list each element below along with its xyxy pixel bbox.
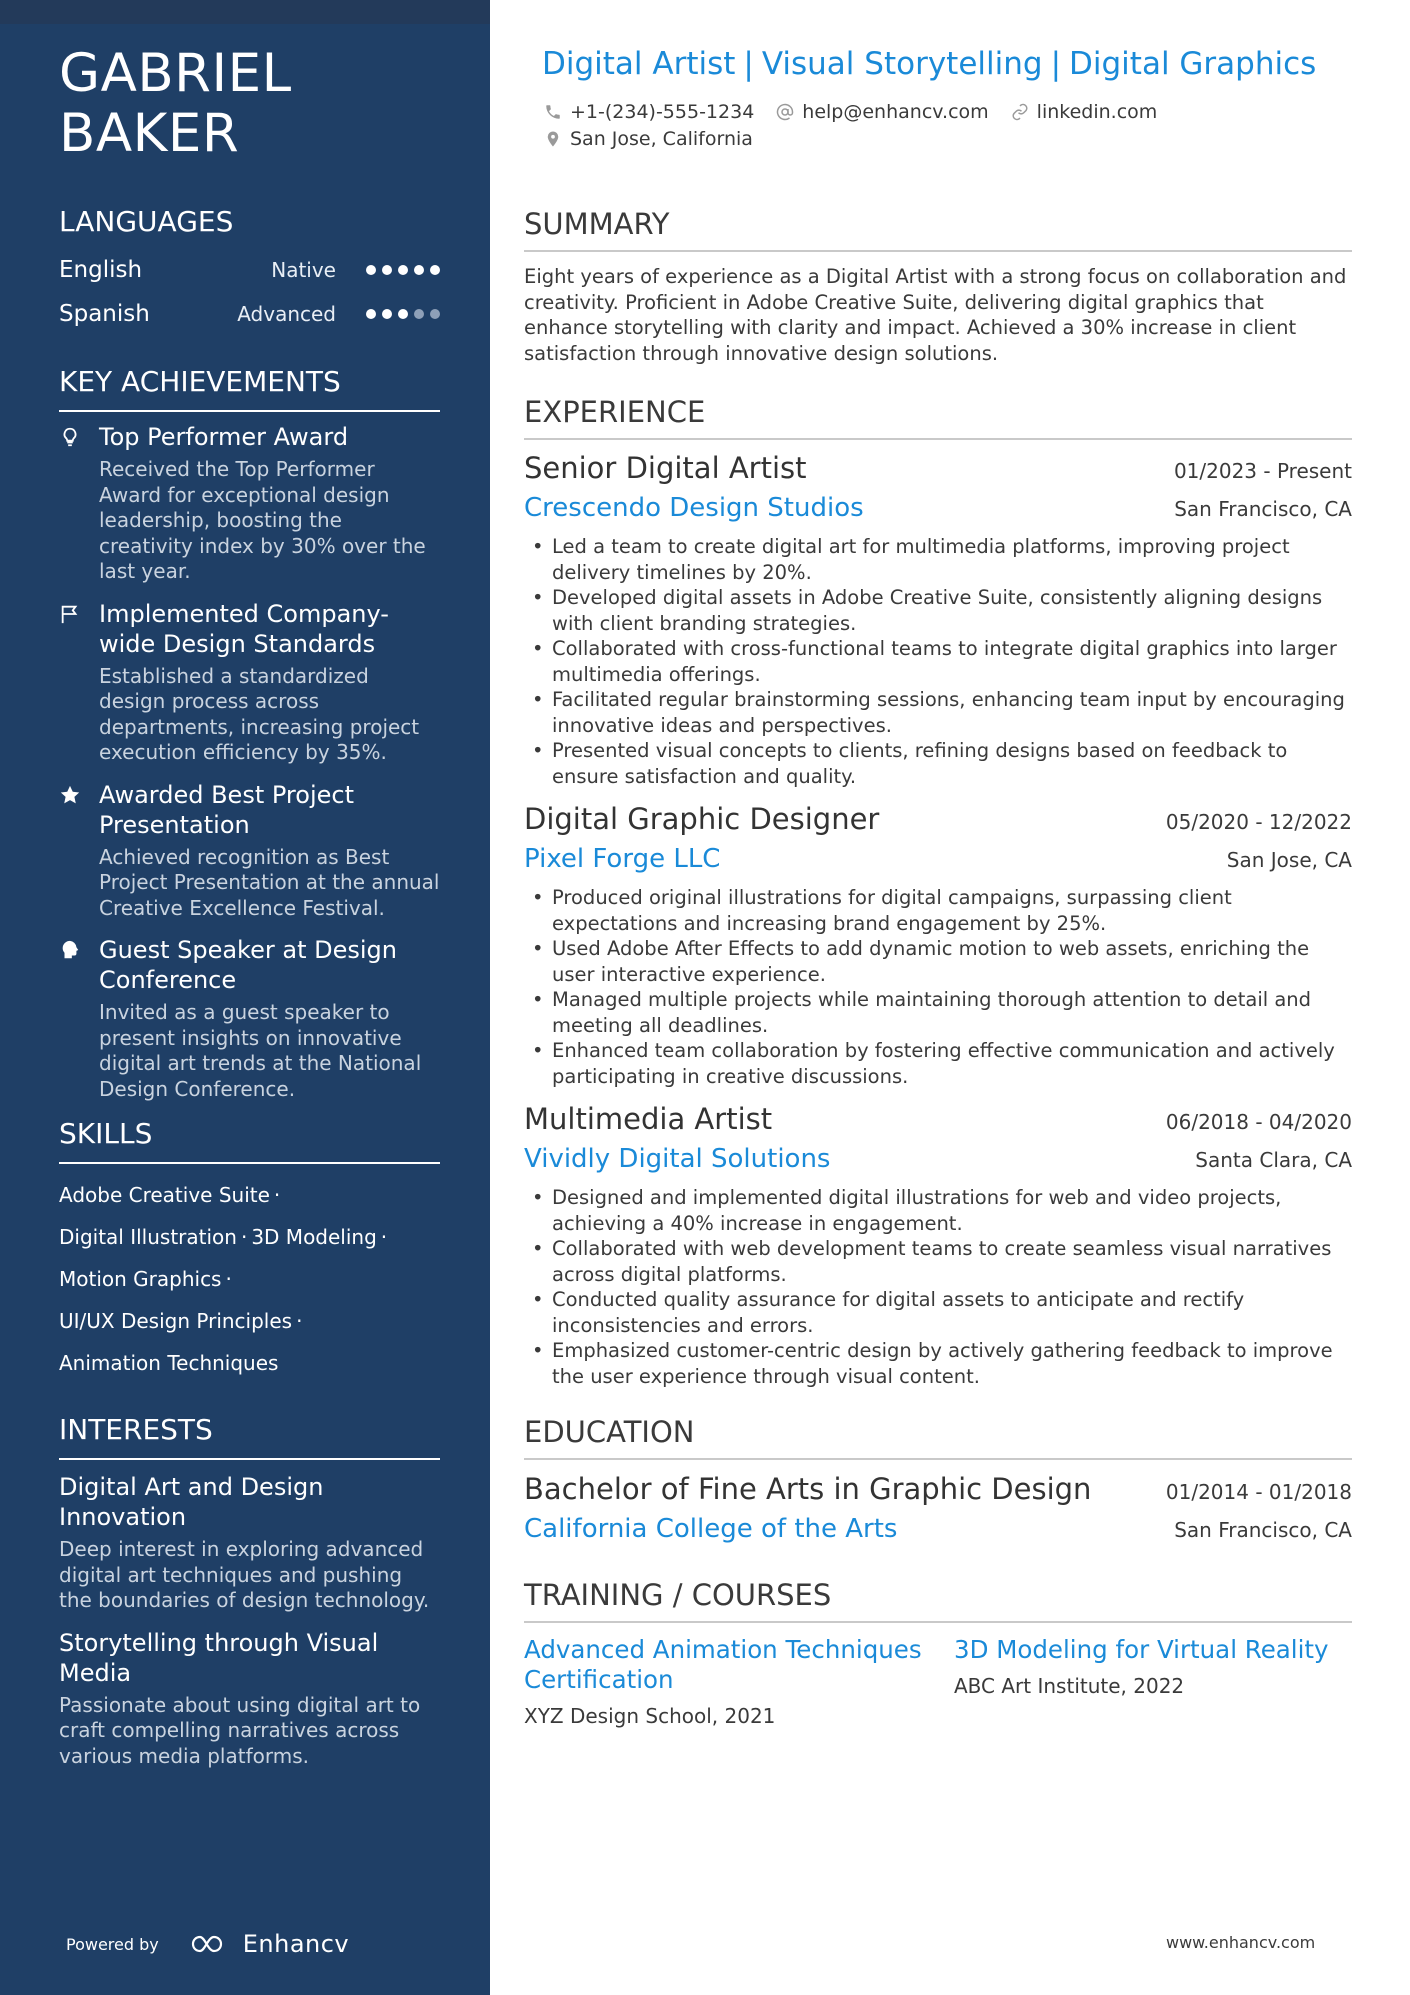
dot-filled — [430, 265, 440, 275]
dot-filled — [398, 309, 408, 319]
job-bullet: • Facilitated regular brainstorming sessions, enhancing team input by encouraging innovative ideas and perspectives. — [524, 687, 1352, 738]
skill-item: Animation Techniques — [59, 1351, 279, 1375]
skills-title: SKILLS — [59, 1116, 440, 1164]
link-icon — [1011, 103, 1029, 121]
skills-section — [59, 1116, 440, 1384]
job-location: San Francisco, CA — [1174, 497, 1352, 521]
phone-icon — [544, 103, 562, 121]
job-bullet: • Enhanced team collaboration by fostering effective communication and actively participating in creative discussions. — [524, 1038, 1352, 1089]
course-provider: XYZ Design School, 2021 — [524, 1704, 776, 1728]
achievement-title: Guest Speaker at Design Conference — [99, 936, 397, 994]
contact-row — [544, 101, 1179, 123]
job-company: Pixel Forge LLC — [524, 844, 721, 874]
job-location: San Jose, CA — [1226, 848, 1352, 872]
infinity-icon — [189, 1933, 233, 1955]
education-title: EDUCATION — [524, 1414, 1352, 1460]
dot-filled — [414, 265, 424, 275]
job-bullet: • Managed multiple projects while maintaining thorough attention to detail and meeting all deadlines. — [524, 987, 1352, 1038]
course-item — [524, 1635, 934, 1729]
contact-email[interactable] — [776, 101, 988, 123]
linkedin-text: linkedin.com — [1036, 101, 1158, 123]
job-title: Digital Graphic Designer — [524, 802, 880, 836]
location-pin-icon — [544, 130, 562, 148]
skill-line — [59, 1174, 440, 1216]
skill-line — [59, 1258, 440, 1300]
interest-title: Storytelling through Visual Media — [59, 1628, 379, 1687]
school: California College of the Arts — [524, 1514, 898, 1544]
job-bullet: • Conducted quality assurance for digital assets to anticipate and rectify inconsistencies and errors. — [524, 1287, 1352, 1338]
dot-filled — [382, 309, 392, 319]
degree: Bachelor of Fine Arts in Graphic Design — [524, 1472, 1092, 1506]
language-dots — [366, 309, 440, 319]
achievement-item — [59, 780, 440, 922]
language-name: English — [59, 257, 143, 283]
job-bullet: • Used Adobe After Effects to add dynamic motion to web assets, enriching the user interactive experience. — [524, 936, 1352, 987]
skill-line — [59, 1216, 440, 1258]
job-entry — [524, 1101, 1352, 1389]
name-last: BAKER — [59, 103, 240, 164]
sidebar-top-strip — [0, 0, 490, 24]
skill-separator: · — [240, 1225, 248, 1249]
summary-title: SUMMARY — [524, 206, 1352, 252]
interests-title: INTERESTS — [59, 1412, 440, 1460]
achievement-desc: Invited as a guest speaker to present insights on innovative digital art trends at the National Design Conference. — [99, 1000, 422, 1101]
email-text: help@enhancv.com — [802, 101, 989, 123]
contact-location — [544, 128, 753, 150]
name-first: GABRIEL — [59, 43, 292, 104]
job-bullet: • Collaborated with web development teams to create seamless visual narratives across digital platforms. — [524, 1236, 1352, 1287]
achievement-item — [59, 599, 440, 766]
job-company: Crescendo Design Studios — [524, 493, 864, 523]
headline-separator: | — [1050, 46, 1062, 82]
job-date: 06/2018 - 04/2020 — [1165, 1110, 1352, 1134]
achievement-item — [59, 422, 440, 585]
candidate-name — [59, 44, 292, 164]
skill-line — [59, 1342, 440, 1384]
achievements-section — [59, 364, 440, 1102]
education-location: San Francisco, CA — [1174, 1518, 1352, 1542]
job-bullet: • Designed and implemented digital illustrations for web and video projects, achieving a 40% increase in engagement. — [524, 1185, 1352, 1236]
footer-url[interactable]: www.enhancv.com — [1166, 1933, 1316, 1952]
brand-name: Enhancv — [242, 1930, 350, 1958]
job-bullets — [524, 1185, 1352, 1389]
interest-desc: Passionate about using digital art to craft compelling narratives across various media platforms. — [59, 1692, 421, 1768]
contact-row — [544, 128, 775, 150]
interest-title: Digital Art and Design Innovation — [59, 1473, 324, 1531]
skill-item: Digital Illustration — [59, 1225, 237, 1249]
contact-linkedin[interactable] — [1011, 101, 1158, 123]
contact-phone[interactable] — [544, 101, 754, 123]
headline-item: Digital Artist — [542, 46, 736, 82]
achievement-title: Awarded Best Project Presentation — [99, 780, 354, 839]
location-text: San Jose, California — [570, 128, 753, 150]
achievement-desc: Achieved recognition as Best Project Presentation at the annual Creative Excellence Festival. — [99, 844, 440, 920]
language-row — [59, 292, 440, 336]
job-entry — [524, 801, 1352, 1089]
job-title: Multimedia Artist — [524, 1102, 773, 1136]
skill-item: UI/UX Design Principles — [59, 1309, 293, 1333]
language-level: Native — [271, 258, 336, 282]
job-bullet: • Presented visual concepts to clients, refining designs based on feedback to ensure satisfaction and quality. — [524, 738, 1352, 789]
achievements-title: KEY ACHIEVEMENTS — [59, 364, 440, 412]
star-icon — [59, 780, 99, 922]
interest-desc: Deep interest in exploring advanced digital art techniques and pushing the boundaries of design technology. — [59, 1537, 430, 1612]
headline-item: Digital Graphics — [1069, 46, 1317, 82]
job-date: 05/2020 - 12/2022 — [1165, 810, 1352, 834]
powered-by — [66, 1930, 349, 1958]
skill-item: 3D Modeling — [251, 1225, 377, 1249]
course-title: 3D Modeling for Virtual Reality — [954, 1635, 1329, 1664]
job-location: Santa Clara, CA — [1195, 1148, 1352, 1172]
course-title: Advanced Animation Techniques Certification — [524, 1635, 922, 1694]
dot-filled — [398, 265, 408, 275]
interest-item — [59, 1628, 440, 1770]
job-bullet: • Collaborated with cross-functional teams to integrate digital graphics into larger multimedia offerings. — [524, 636, 1352, 687]
dot-filled — [382, 265, 392, 275]
course-item — [954, 1635, 1364, 1699]
headline-item: Visual Storytelling — [761, 46, 1043, 82]
headline — [542, 46, 1316, 82]
achievement-title: Top Performer Award — [99, 423, 349, 451]
achievement-desc: Received the Top Performer Award for exceptional design leadership, boosting the creativity index by 30% over the last year. — [99, 457, 426, 583]
head-icon — [59, 935, 99, 1102]
language-row — [59, 248, 440, 292]
job-bullet: • Developed digital assets in Adobe Creative Suite, consistently aligning designs with client branding strategies. — [524, 585, 1352, 636]
language-dots — [366, 265, 440, 275]
dot-empty — [430, 309, 440, 319]
skill-separator: · — [296, 1309, 303, 1333]
lightbulb-icon — [59, 422, 99, 585]
education-entry — [524, 1471, 1352, 1547]
powered-by-label: Powered by — [66, 1934, 159, 1954]
phone-text: +1-(234)-555-1234 — [570, 101, 755, 123]
sidebar — [0, 0, 490, 1995]
skill-item: Adobe Creative Suite — [59, 1183, 270, 1207]
training-title: TRAINING / COURSES — [524, 1577, 1352, 1623]
interest-item — [59, 1472, 440, 1614]
job-date: 01/2023 - Present — [1173, 459, 1352, 483]
achievement-item — [59, 935, 440, 1102]
skill-item: Motion Graphics — [59, 1267, 222, 1291]
job-bullets — [524, 885, 1352, 1089]
dot-filled — [366, 265, 376, 275]
achievement-desc: Established a standardized design process across departments, increasing project execution efficiency by 35%. — [99, 663, 420, 764]
achievement-title: Implemented Company-wide Design Standards — [99, 599, 389, 658]
job-company: Vividly Digital Solutions — [524, 1144, 831, 1174]
job-entry — [524, 450, 1352, 789]
job-bullet: • Led a team to create digital art for multimedia platforms, improving project delivery timelines by 20%. — [524, 534, 1352, 585]
enhancv-logo[interactable] — [189, 1930, 349, 1958]
skill-separator: · — [273, 1183, 281, 1207]
dot-filled — [366, 309, 376, 319]
skill-line — [59, 1300, 440, 1342]
summary-text: Eight years of experience as a Digital Artist with a strong focus on collaboration and creativity. Proficient in Adobe Creative Suite, delivering digital graphics that enhance storytelling with clarity and impact. Achieved a 30% increase in client satisfaction through innovative design solutions. — [524, 265, 1347, 365]
language-name: Spanish — [59, 301, 150, 327]
job-title: Senior Digital Artist — [524, 451, 807, 485]
interests-section — [59, 1412, 440, 1769]
at-icon — [776, 103, 794, 121]
languages-section — [59, 204, 440, 336]
job-bullet: • Emphasized customer-centric design by actively gathering feedback to improve the user experience through visual content. — [524, 1338, 1352, 1389]
flag-icon — [59, 599, 99, 766]
job-bullet: • Produced original illustrations for digital campaigns, surpassing client expectations and increasing brand engagement by 25%. — [524, 885, 1352, 936]
languages-title: LANGUAGES — [59, 205, 234, 238]
skill-separator: · — [380, 1225, 388, 1249]
course-provider: ABC Art Institute, 2022 — [954, 1674, 1185, 1698]
job-bullets — [524, 534, 1352, 789]
experience-title: EXPERIENCE — [524, 394, 1352, 440]
headline-separator: | — [743, 46, 754, 82]
dot-empty — [414, 309, 424, 319]
skill-separator: · — [225, 1267, 232, 1291]
education-date: 01/2014 - 01/2018 — [1165, 1480, 1352, 1504]
language-level: Advanced — [237, 302, 336, 326]
